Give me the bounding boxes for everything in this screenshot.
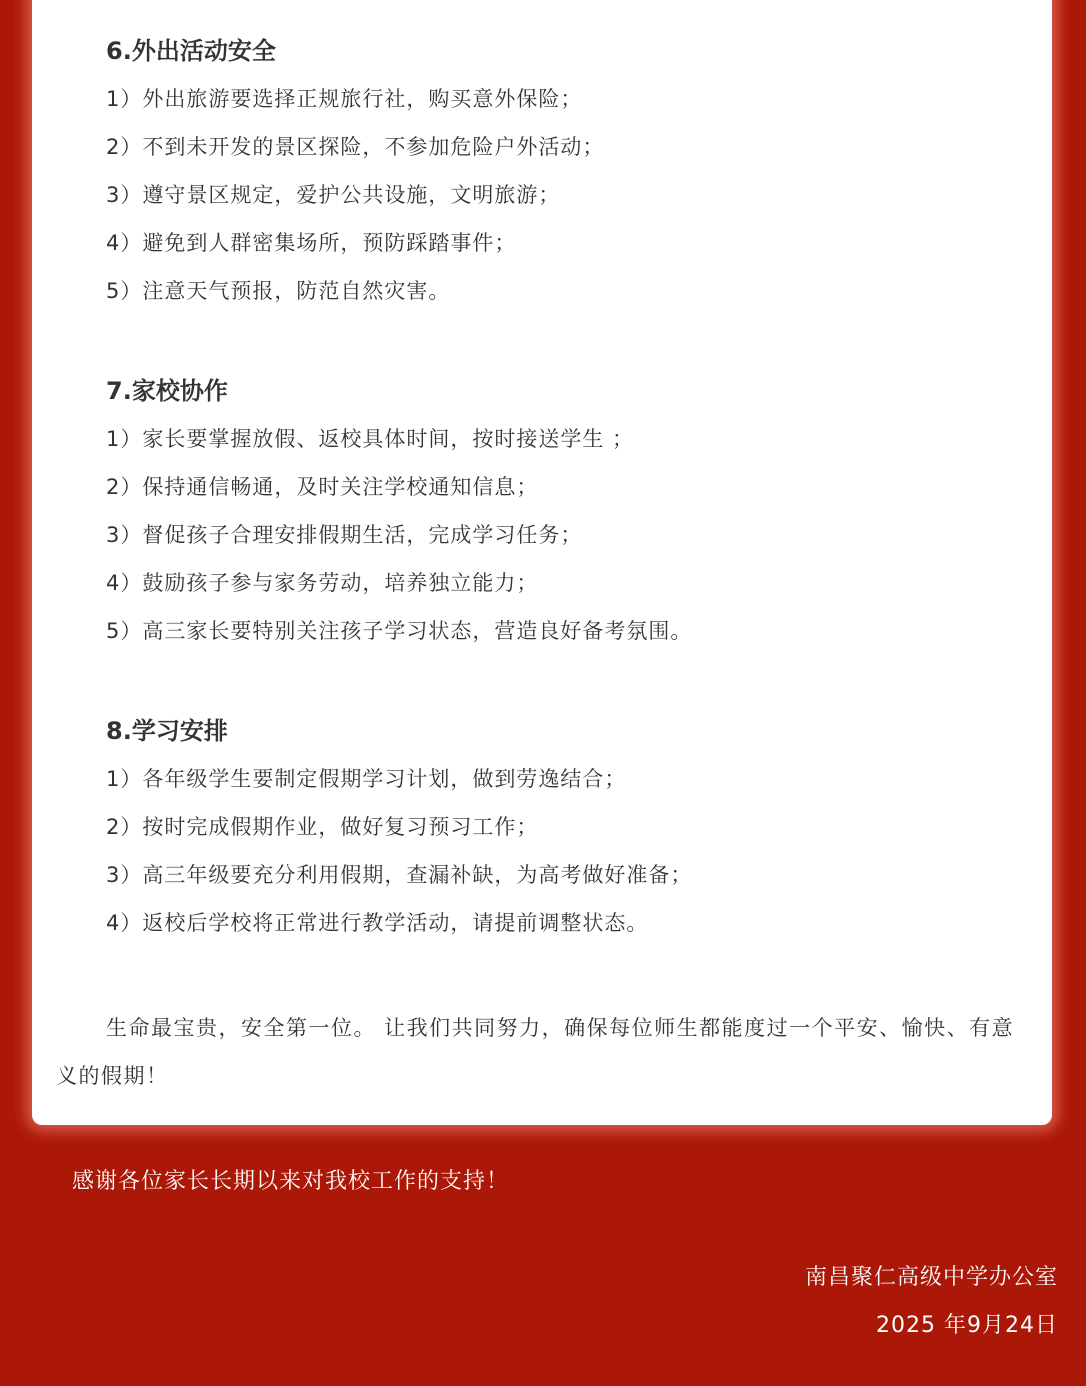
closing-paragraph: 生命最宝贵，安全第一位。 让我们共同努力，确保每位师生都能度过一个平安、愉快、有意义的假期！	[56, 1016, 1015, 1088]
list-item: 4）避免到人群密集场所，预防踩踏事件；	[106, 231, 517, 255]
section-title: 8.学习安排	[106, 717, 228, 745]
list-item: 3）遵守景区规定，爱护公共设施，文明旅游；	[106, 183, 561, 207]
section-title: 7.家校协作	[106, 377, 228, 405]
list-item: 2）按时完成假期作业，做好复习预习工作；	[106, 815, 539, 839]
list-item: 1）家长要掌握放假、返校具体时间，按时接送学生 ；	[106, 427, 635, 451]
list-item: 1）外出旅游要选择正规旅行社，购买意外保险；	[106, 87, 583, 111]
section-title: 6.外出活动安全	[106, 37, 276, 65]
list-item: 1）各年级学生要制定假期学习计划，做到劳逸结合；	[106, 767, 627, 791]
signature-date: 2025 年9月24日	[876, 1313, 1058, 1338]
list-item: 3）高三年级要充分利用假期，查漏补缺，为高考做好准备；	[106, 863, 693, 887]
list-item: 2）保持通信畅通，及时关注学校通知信息；	[106, 475, 539, 499]
notice-card	[32, 0, 1052, 1125]
list-item: 2）不到未开发的景区探险，不参加危险户外活动；	[106, 135, 605, 159]
signature-organization: 南昌聚仁高级中学办公室	[804, 1265, 1058, 1290]
section-home-school	[106, 375, 1036, 663]
section-study-plan	[106, 715, 1036, 955]
thanks-message: 感谢各位家长长期以来对我校工作的支持！	[72, 1169, 510, 1194]
list-item: 5）注意天气预报，防范自然灾害。	[106, 279, 451, 303]
list-item: 4）返校后学校将正常进行教学活动，请提前调整状态。	[106, 911, 649, 935]
list-item: 4）鼓励孩子参与家务劳动，培养独立能力；	[106, 571, 539, 595]
section-outdoor-safety	[106, 35, 1036, 323]
list-item: 5）高三家长要特别关注孩子学习状态，营造良好备考氛围。	[106, 619, 693, 643]
list-item: 3）督促孩子合理安排假期生活，完成学习任务；	[106, 523, 583, 547]
